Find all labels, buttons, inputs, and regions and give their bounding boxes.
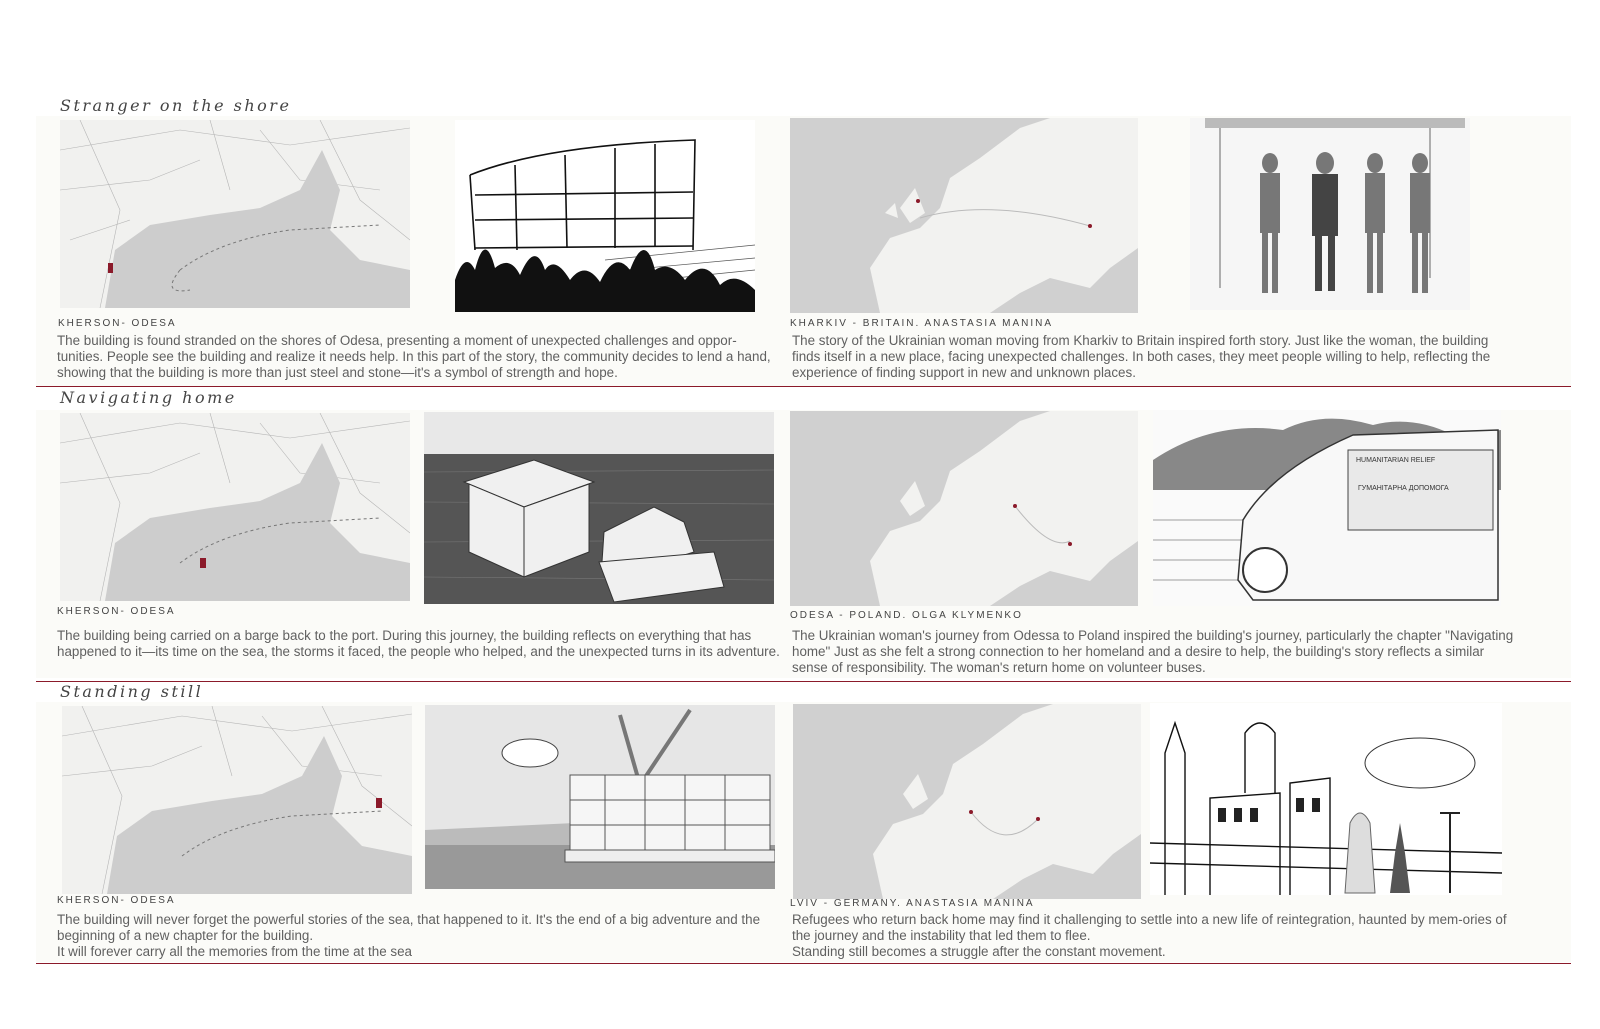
city-sketch-illustration [1150, 703, 1502, 895]
kherson-odesa-map [60, 413, 410, 601]
right-text: The story of the Ukrainian woman moving from Kharkiv to Britain inspired forth story. Just like the woman, the building finds itself in a new place, facing unexpected challenges. In both cases, they meet people willing to help, reflecting the experience of finding support in new and unknown places. [792, 333, 1491, 380]
row-divider [36, 386, 1571, 387]
row-divider [36, 681, 1571, 682]
volunteer-bus-illustration [1153, 410, 1501, 606]
right-caption: ODESA - POLAND. OLGA KLYMENKO [790, 610, 1023, 621]
left-text: The building will never forget the powerful stories of the sea, that happened to it. It's the end of a big adventure and the beginning of a new chapter for the building. It will forever carry all the memories from the time at the sea [57, 912, 761, 959]
port-crane-illustration [425, 705, 775, 889]
chapter-title: Navigating home [60, 388, 237, 407]
right-caption: LVIV - GERMANY. ANASTASIA MANINA [790, 898, 1035, 909]
europe-map [793, 704, 1141, 899]
people-sketch [1190, 118, 1470, 310]
van-sign-text: HUMANITARIAN RELIEF [1356, 457, 1436, 464]
left-text: The building is found stranded on the shores of Odesa, presenting a moment of unexpected challenges and oppor-tunities. People see the building and realize it needs help. In this part of the story, the community decides to lend a hand, showing that the building is more than just steel and stone—it's a symbol of strength and hope. [57, 333, 771, 380]
row-divider [36, 963, 1571, 964]
right-text: Refugees who return back home may find it challenging to settle into a new life of reintegration, haunted by mem-ories of the journey and the instability that led them to flee. Standing still becomes a struggle after the constant movement. [792, 912, 1507, 959]
building-crowd-illustration [455, 120, 755, 312]
right-text: The Ukrainian woman's journey from Odessa to Poland inspired the building's journey, particularly the chapter "Navigating home" Just as she felt a strong connection to her homeland and a desire to help, the building's story reflects a similar sense of responsibility. The woman's return home on volunteer buses. [792, 628, 1514, 675]
left-caption: KHERSON- ODESA [57, 606, 176, 617]
kherson-odesa-map [62, 706, 412, 894]
europe-map [790, 118, 1138, 313]
left-caption: KHERSON- ODESA [58, 318, 177, 329]
van-sign-text-2: ГУМАНІТАРНА ДОПОМОГА [1358, 485, 1449, 492]
chapter-title: Stranger on the shore [60, 96, 292, 115]
left-caption: KHERSON- ODESA [57, 895, 176, 906]
barge-sea-illustration [424, 412, 774, 604]
kherson-odesa-map [60, 120, 410, 308]
chapter-title: Standing still [60, 682, 204, 701]
right-caption: KHARKIV - BRITAIN. ANASTASIA MANINA [790, 318, 1054, 329]
left-text: The building being carried on a barge back to the port. During this journey, the building reflects on everything that has happened to it—its time on the sea, the storms it faced, the people who helped, and the unexpected turns in its adventure. [57, 628, 780, 659]
europe-map [790, 411, 1138, 606]
